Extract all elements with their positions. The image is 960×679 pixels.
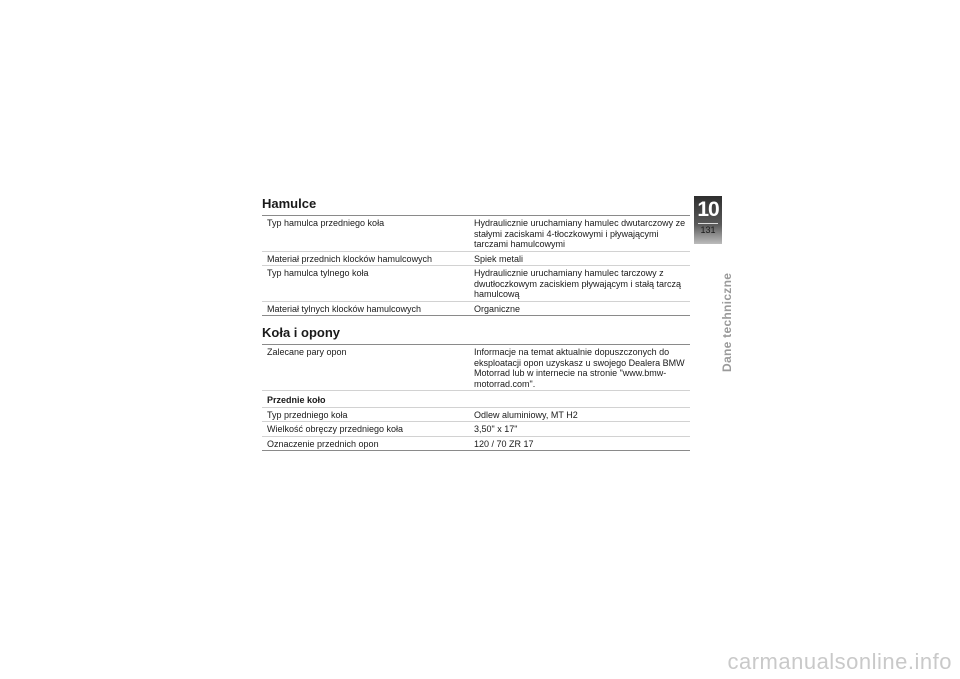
chapter-tab <box>694 196 722 244</box>
content-area <box>262 196 690 451</box>
row-label: Typ hamulca tylnego koła <box>262 266 469 302</box>
table-row <box>262 345 690 391</box>
row-value: Organiczne <box>469 301 690 316</box>
table-row <box>262 407 690 422</box>
brakes-table <box>262 216 690 316</box>
row-value: Hydraulicznie uruchamiany hamulec tarczowy z dwutłoczkowym zaciskiem pływającym i stałą tarczą hamulcową <box>469 266 690 302</box>
row-label: Typ przedniego koła <box>262 407 469 422</box>
subheading-row <box>262 391 690 408</box>
table-row <box>262 422 690 437</box>
table-row <box>262 216 690 251</box>
table-row <box>262 266 690 302</box>
row-value: 3,50" x 17" <box>469 422 690 437</box>
chapter-number: 10 <box>697 198 719 221</box>
row-label: Zalecane pary opon <box>262 345 469 391</box>
subheading-front-wheel: Przednie koło <box>262 391 690 408</box>
row-label: Materiał tylnych klocków hamulcowych <box>262 301 469 316</box>
wheels-table <box>262 345 690 451</box>
page-number: 131 <box>698 223 718 235</box>
row-label: Wielkość obręczy przedniego koła <box>262 422 469 437</box>
watermark: carmanualsonline.info <box>727 649 952 674</box>
row-value: Hydraulicznie uruchamiany hamulec dwutarczowy ze stałymi zaciskami 4-tłoczkowymi i pływającymi tarczami hamulcowymi <box>469 216 690 251</box>
row-value: 120 / 70 ZR 17 <box>469 436 690 451</box>
row-value: Odlew aluminiowy, MT H2 <box>469 407 690 422</box>
table-row <box>262 251 690 266</box>
row-label: Materiał przednich klocków hamulcowych <box>262 251 469 266</box>
row-label: Typ hamulca przedniego koła <box>262 216 469 251</box>
row-value: Informacje na temat aktualnie dopuszczonych do eksploatacji opon uzyskasz u swojego Dealera BMW Motorrad lub w internecie na stronie "www.bmw-motorrad.com". <box>469 345 690 391</box>
section-title-wheels: Koła i opony <box>262 325 690 345</box>
table-row <box>262 301 690 316</box>
side-chapter-label: Dane techniczne <box>720 272 734 372</box>
row-label: Oznaczenie przednich opon <box>262 436 469 451</box>
side-label-container <box>720 262 734 382</box>
row-value: Spiek metali <box>469 251 690 266</box>
table-row <box>262 436 690 451</box>
section-title-brakes: Hamulce <box>262 196 690 216</box>
